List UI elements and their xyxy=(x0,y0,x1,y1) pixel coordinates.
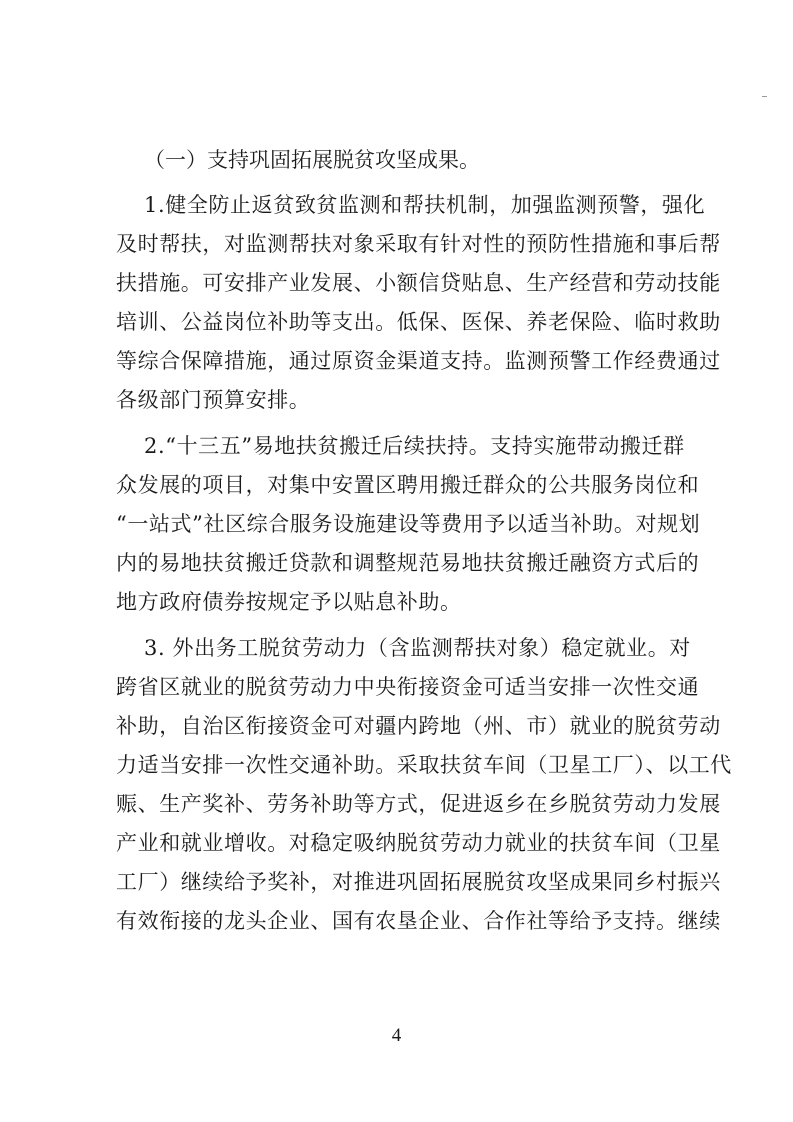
paragraph-line: 各级部门预算安排。 xyxy=(116,388,311,412)
document-body xyxy=(116,140,732,948)
page-number: 4 xyxy=(391,1025,402,1046)
paragraph-line: 补助，自治区衔接资金可对疆内跨地（州、市）就业的脱贫劳动 xyxy=(116,714,721,738)
paragraph-line: “一站式”社区综合服务设施建设等费用予以适当补助。对规划 xyxy=(116,512,701,536)
paragraph-line: 扶措施。可安排产业发展、小额信贷贴息、生产经营和劳动技能 xyxy=(116,271,721,295)
scan-speck xyxy=(762,96,767,97)
paragraph-3 xyxy=(116,629,732,941)
paragraph-line: 3. 外出务工脱贫劳动力（含监测帮扶对象）稳定就业。对 xyxy=(144,636,691,660)
paragraph-line: 1.健全防止返贫致贫监测和帮扶机制，加强监测预警，强化 xyxy=(144,193,706,217)
paragraph-line: 等综合保障措施，通过原资金渠道支持。监测预警工作经费通过 xyxy=(116,349,721,373)
paragraph-line: 培训、公益岗位补助等支出。低保、医保、养老保险、临时救助 xyxy=(116,310,721,334)
paragraph-line: 跨省区就业的脱贫劳动力中央衔接资金可适当安排一次性交通 xyxy=(116,675,700,699)
paragraph-line: 工厂）继续给予奖补，对推进巩固拓展脱贫攻坚成果同乡村振兴 xyxy=(116,870,721,894)
paragraph-line: 赈、生产奖补、劳务补助等方式，促进返乡在乡脱贫劳动力发展 xyxy=(116,792,721,816)
paragraph-1 xyxy=(116,186,721,420)
paragraph-line: 众发展的项目，对集中安置区聘用搬迁群众的公共服务岗位和 xyxy=(116,473,700,497)
section-heading: （一）支持巩固拓展脱贫攻坚成果。 xyxy=(144,148,480,172)
paragraph-line: 2.“十三五”易地扶贫搬迁后续扶持。支持实施带动搬迁群 xyxy=(144,434,685,458)
paragraph-line: 产业和就业增收。对稳定吸纳脱贫劳动力就业的扶贫车间（卫星 xyxy=(116,831,721,855)
paragraph-line: 地方政府债券按规定予以贴息补助。 xyxy=(116,590,462,614)
paragraph-2 xyxy=(116,427,701,622)
paragraph-line: 及时帮扶，对监测帮扶对象采取有针对性的预防性措施和事后帮 xyxy=(116,232,721,256)
paragraph-line: 内的易地扶贫搬迁贷款和调整规范易地扶贫搬迁融资方式后的 xyxy=(116,551,700,575)
paragraph-line: 有效衔接的龙头企业、国有农垦企业、合作社等给予支持。继续 xyxy=(116,909,721,933)
paragraph-line: 力适当安排一次性交通补助。采取扶贫车间（卫星工厂）、以工代 xyxy=(116,753,732,777)
